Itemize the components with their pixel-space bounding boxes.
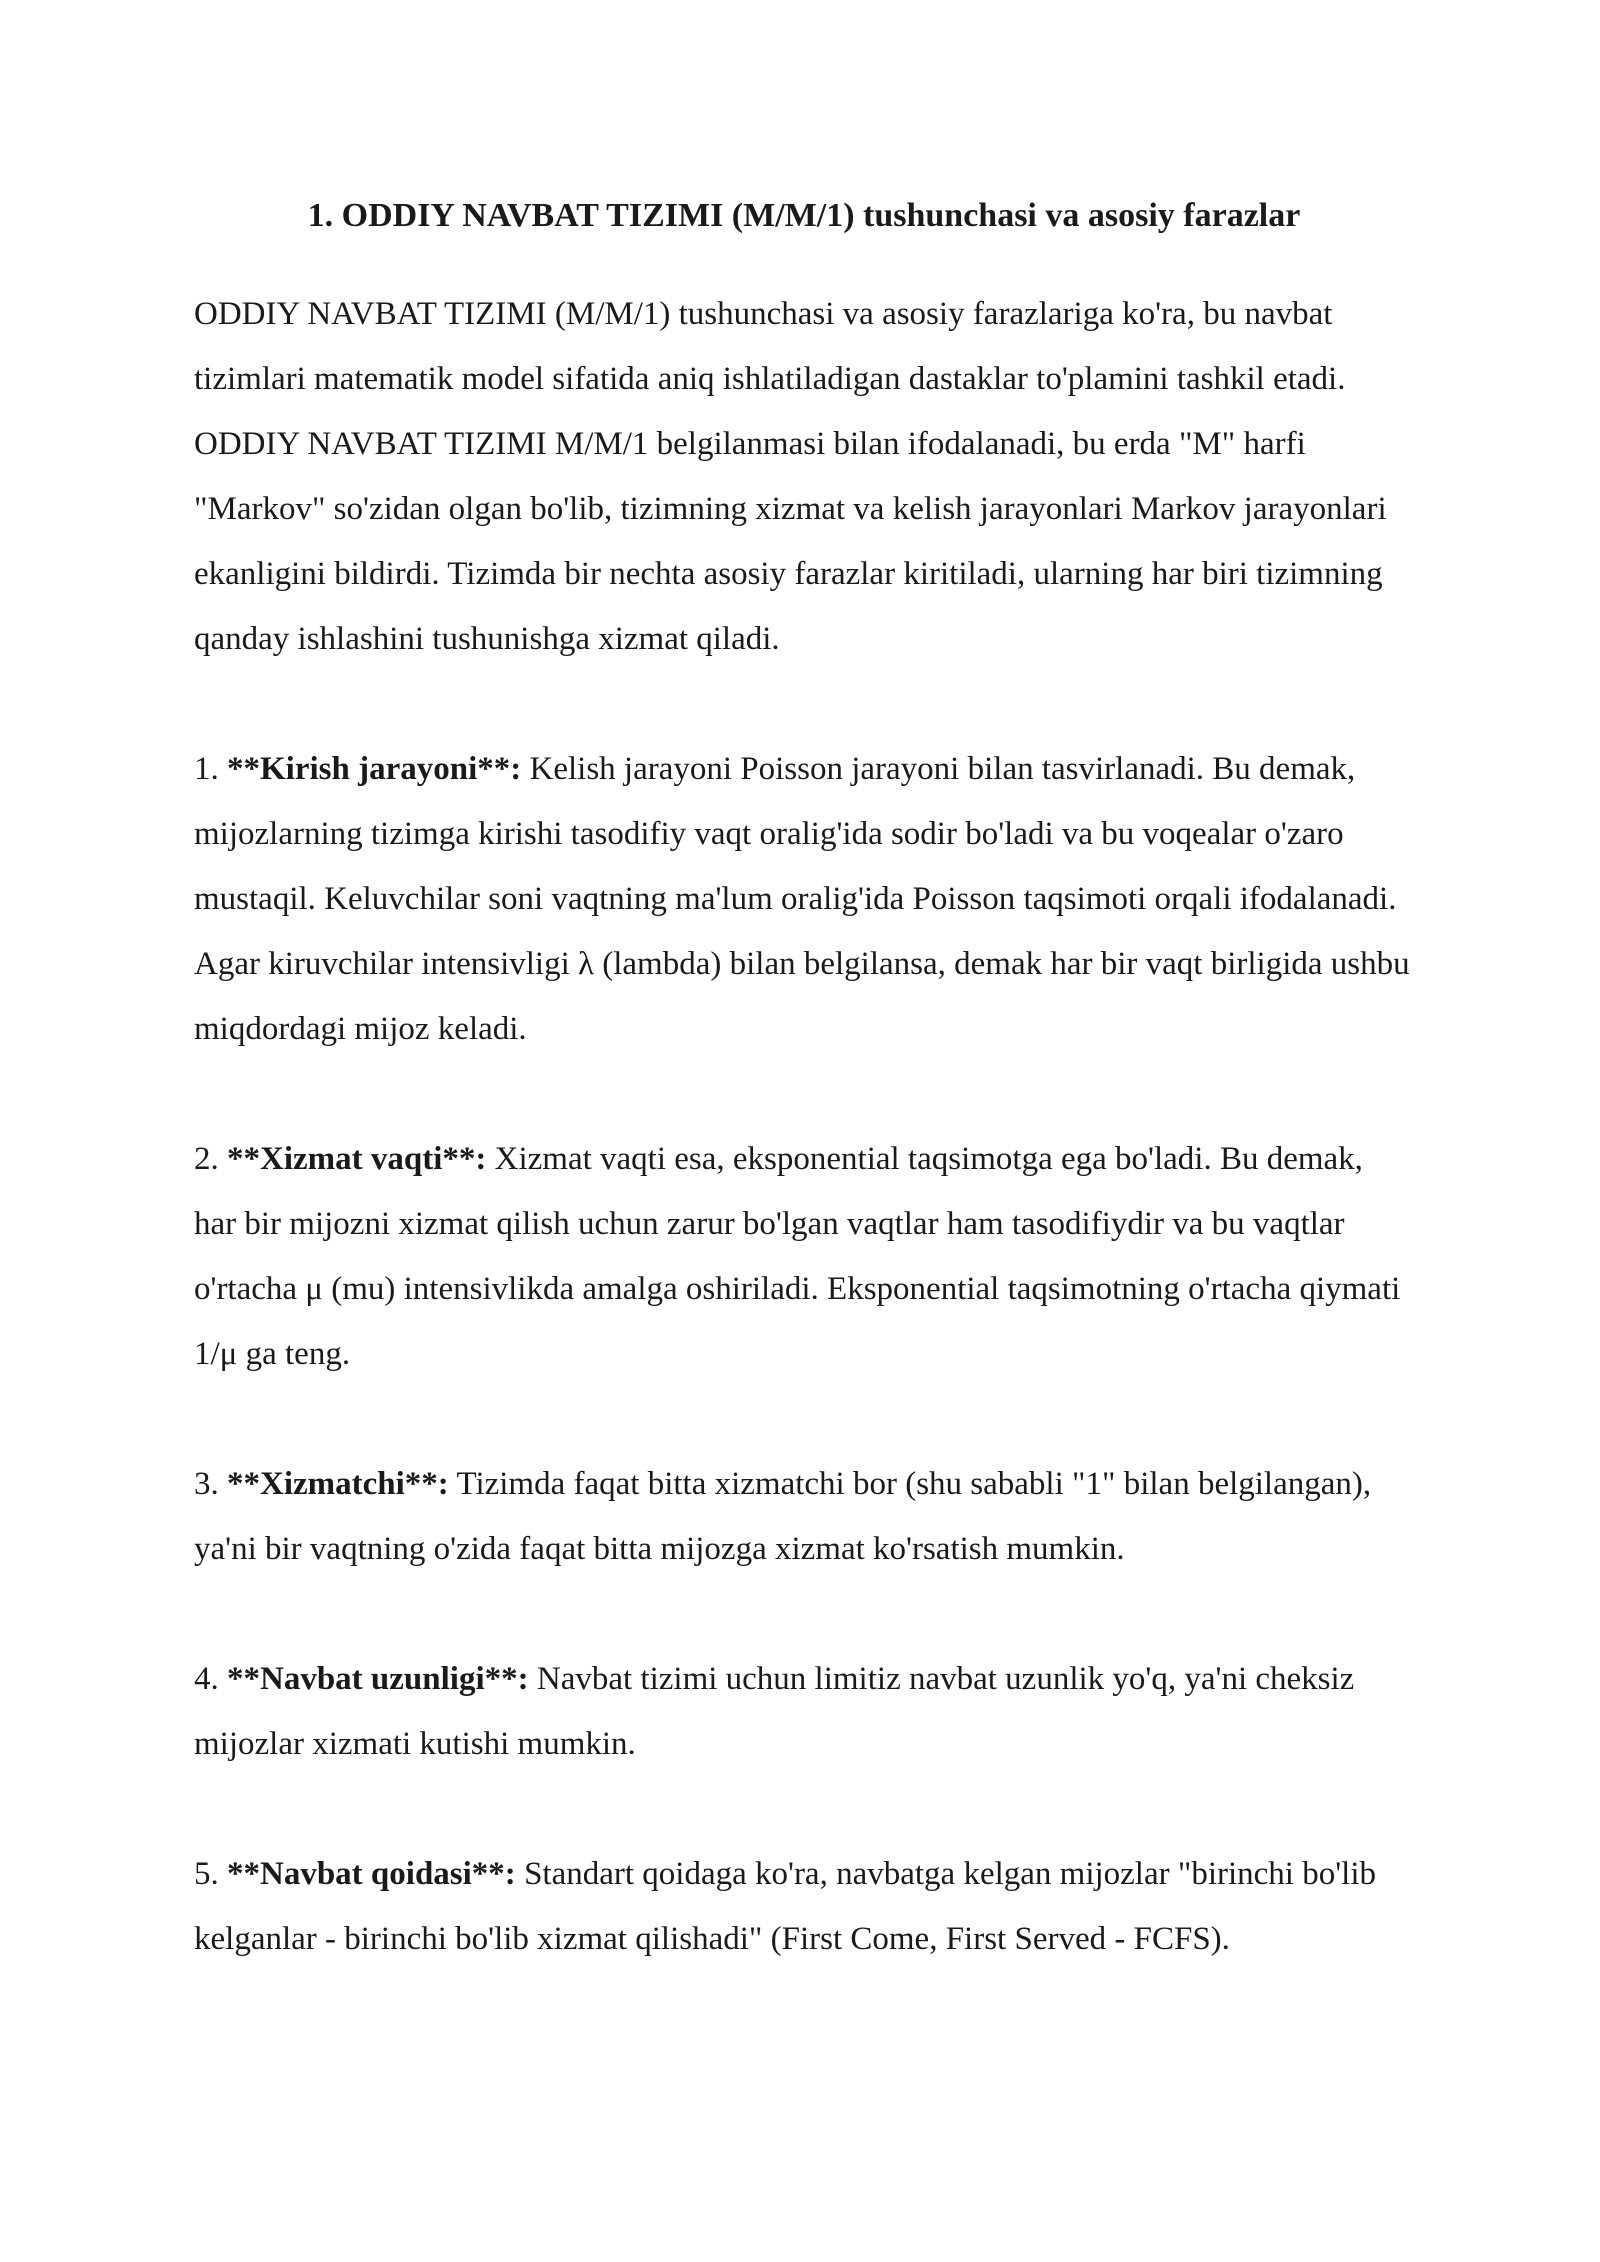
item-term: **Xizmatchi**: <box>227 1466 449 1502</box>
item-text: Xizmat vaqti esa, eksponential taqsimotga ega bo'ladi. Bu demak, har bir mijozni xizmat qilish uchun zarur bo'lgan vaqtlar ham tasodifiydir va bu vaqtlar o'rtacha μ (mu) intensivlikda amalga oshiriladi. Eksponential taqsimotning o'rtacha qiymati 1/μ ga teng. <box>194 1141 1401 1372</box>
item-number: 1. <box>194 751 219 787</box>
assumption-item-2 <box>194 1127 1410 1387</box>
item-text: Tizimda faqat bitta xizmatchi bor (shu sababli "1" bilan belgilangan), ya'ni bir vaqtning o'zida faqat bitta mijozga xizmat ko'rsatish mumkin. <box>194 1466 1372 1567</box>
item-number: 3. <box>194 1466 219 1502</box>
item-term: **Navbat uzunligi**: <box>227 1661 529 1697</box>
assumption-item-1 <box>194 737 1410 1062</box>
item-text: Kelish jarayoni Poisson jarayoni bilan tasvirlanadi. Bu demak, mijozlarning tizimga kirishi tasodifiy vaqt oralig'ida sodir bo'ladi va bu voqealar o'zaro mustaqil. Keluvchilar soni vaqtning ma'lum oralig'ida Poisson taqsimoti orqali ifodalanadi. Agar kiruvchilar intensivligi λ (lambda) bilan belgilansa, demak har bir vaqt birligida ushbu miqdordagi mijoz keladi. <box>194 751 1410 1047</box>
item-number: 4. <box>194 1661 219 1697</box>
item-term: **Navbat qoidasi**: <box>227 1856 516 1892</box>
item-number: 5. <box>194 1856 219 1892</box>
item-number: 2. <box>194 1141 219 1177</box>
item-term: **Kirish jarayoni**: <box>227 751 522 787</box>
item-text: Navbat tizimi uchun limitiz navbat uzunlik yo'q, ya'ni cheksiz mijozlar xizmati kutishi mumkin. <box>194 1661 1355 1762</box>
item-text: Standart qoidaga ko'ra, navbatga kelgan mijozlar "birinchi bo'lib kelganlar - birinchi bo'lib xizmat qilishadi" (First Come, First Served - FCFS). <box>194 1856 1377 1957</box>
item-term: **Xizmat vaqti**: <box>227 1141 487 1177</box>
assumption-item-5 <box>194 1842 1410 1972</box>
assumption-item-4 <box>194 1647 1410 1777</box>
assumption-item-3 <box>194 1452 1410 1582</box>
document-title: 1. ODDIY NAVBAT TIZIMI (M/M/1) tushunchasi va asosiy farazlar <box>307 197 1301 234</box>
intro-paragraph: ODDIY NAVBAT TIZIMI (M/M/1) tushunchasi va asosiy farazlariga ko'ra, bu navbat tizimlari matematik model sifatida aniq ishlatiladigan dastaklar to'plamini tashkil etadi. ODDIY NAVBAT TIZIMI M/M/1 belgilanmasi bilan ifodalanadi, bu erda "M" harfi "Markov" so'zidan olgan bo'lib, tizimning xizmat va kelish jarayonlari Markov jarayonlari ekanligini bildirdi. Tizimda bir nechta asosiy farazlar kiritiladi, ularning har biri tizimning qanday ishlashini tushunishga xizmat qiladi. <box>194 296 1387 657</box>
